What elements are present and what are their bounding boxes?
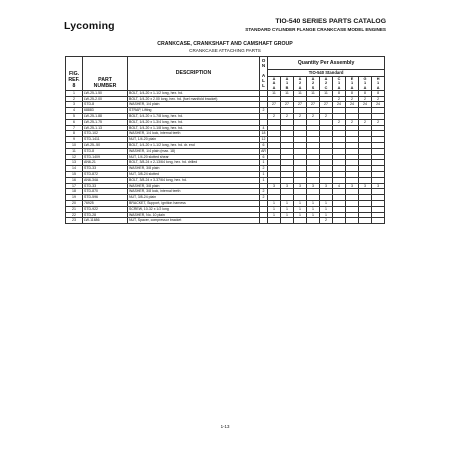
quantity-cell: 8 [346, 90, 359, 96]
fig-ref-cell: 13 [66, 160, 83, 166]
description-cell: BOLT, 3/8-24 x 3-37/64 long, hex. hd. [128, 177, 260, 183]
fig-ref-cell: 20 [66, 201, 83, 207]
fig-ref-cell: 8 [66, 131, 83, 137]
quantity-cell: 2 [372, 96, 385, 102]
quantity-cell: 8 [372, 90, 385, 96]
part-number-cell: 76925 [83, 201, 128, 207]
quantity-cell [346, 218, 359, 224]
part-number-cell: LW-25-.50 [83, 143, 128, 149]
quantity-cell: 11 [281, 90, 294, 96]
brand-logo-text: Lycoming [64, 20, 115, 32]
description-cell: STRAP, Lifting [128, 108, 260, 114]
part-number-cell: LW-25-1.50 [83, 90, 128, 96]
quantity-cell: 2 [359, 119, 372, 125]
fig-ref-cell: 5 [66, 114, 83, 120]
fig-ref-cell: 11 [66, 148, 83, 154]
quantity-cell: 1 [268, 201, 281, 207]
quantity-cell: 2 [372, 119, 385, 125]
quantity-cell: 3 [294, 183, 307, 189]
catalog-title: TIO-540 SERIES PARTS CATALOG [275, 18, 386, 25]
quantity-cell: 24 [346, 102, 359, 108]
quantity-cell: 1 [320, 212, 333, 218]
quantity-cell: 2 [307, 114, 320, 120]
part-number-header: PART NUMBER [83, 57, 128, 91]
quantity-cell: 3 [359, 183, 372, 189]
on-a-l-l-qty-cell: 1 [260, 177, 268, 183]
part-number-cell: STD-596 [83, 195, 128, 201]
description-cell: WASHER, 1/4 plain (max. 18) [128, 148, 260, 154]
quantity-cell [294, 218, 307, 224]
part-number-cell: STD-33 [83, 183, 128, 189]
quantity-cell [333, 218, 346, 224]
quantity-cell: 8 [359, 90, 372, 96]
on-a-l-l-qty-cell: 1 [260, 172, 268, 178]
description-cell: BOLT, 1/4-20 x 1-3/4 long, hex. hd. [128, 119, 260, 125]
quantity-cell [307, 218, 320, 224]
quantity-cell: 24 [359, 102, 372, 108]
part-number-cell: AN6-21 [83, 160, 128, 166]
quantity-cell [268, 218, 281, 224]
quantity-cell: 3 [320, 183, 333, 189]
quantity-cell [359, 218, 372, 224]
description-cell: WASHER, 1/4 lock, internal teeth [128, 131, 260, 137]
description-cell: BOLT, 1/4-20 x 2.00 long, hex. hd. (fuel manifold bracket) [128, 96, 260, 102]
on-a-l-l-qty-cell: 12 [260, 137, 268, 143]
quantity-cell: 27 [294, 102, 307, 108]
quantity-cell: 1 [281, 206, 294, 212]
quantity-cell: 1 [294, 206, 307, 212]
on-a-l-l-qty-cell [260, 218, 268, 224]
description-cell: NUT, Spacer, compressor bracket [128, 218, 260, 224]
fig-ref-cell: 12 [66, 154, 83, 160]
part-number-cell: STD-8 [83, 102, 128, 108]
fig-ref-cell: 3 [66, 102, 83, 108]
part-number-cell: STD-872 [83, 172, 128, 178]
part-number-cell: LW-11686 [83, 218, 128, 224]
part-number-cell: STD-33 [83, 166, 128, 172]
fig-ref-cell: 9 [66, 137, 83, 143]
quantity-cell: 2 [333, 119, 346, 125]
quantity-cell: 8 [333, 90, 346, 96]
description-cell: BOLT, 1/4-20 x 1-1/2 long, hex. hd. dr. end [128, 143, 260, 149]
quantity-cell: 2 [346, 96, 359, 102]
group-subtitle: CRANKCASE ATTACHING PARTS [189, 48, 261, 53]
description-cell: BOLT, 3/8-24 x 2-13/64 long, hex. hd. drilled [128, 160, 260, 166]
part-number-cell: STD-1409 [83, 154, 128, 160]
description-cell: NUT, 1/4-20 slotted shear [128, 154, 260, 160]
on-a-l-l-qty-cell: 2 [260, 195, 268, 201]
standard-model-header: TIO-540 Standard [268, 70, 385, 77]
on-a-l-l-qty-cell: 2 [260, 108, 268, 114]
description-cell: NUT, 1/4-20 plain [128, 137, 260, 143]
quantity-cell [372, 218, 385, 224]
part-number-cell: STD-922 [83, 206, 128, 212]
description-cell: BOLT, 1/4-20 x 1-1/8 long, hex. hd. [128, 125, 260, 131]
config-column-header: H 1 A [372, 77, 385, 91]
description-cell: WASHER, 1/4 plain [128, 102, 260, 108]
fig-ref-cell: 19 [66, 195, 83, 201]
quantity-cell: 1 [294, 212, 307, 218]
description-cell: WASHER, No. 10 plain [128, 212, 260, 218]
part-number-cell: STD-8 [83, 148, 128, 154]
fig-ref-cell: 10 [66, 143, 83, 149]
quantity-cell: 1 [307, 212, 320, 218]
description-cell: WASHER, 3/8 lock, internal teeth [128, 189, 260, 195]
quantity-cell: 2 [268, 114, 281, 120]
config-column-header: A 2 S [307, 77, 320, 91]
description-cell: NUT, 3/8-24 slotted [128, 172, 260, 178]
quantity-cell: 1 [320, 201, 333, 207]
fig-ref-header: FIG. REF. 8 [66, 57, 83, 91]
quantity-cell: 1 [268, 206, 281, 212]
on-a-l-l-qty-cell: 1 [260, 160, 268, 166]
quantity-cell: 11 [307, 90, 320, 96]
part-number-cell: STD-102 [83, 131, 128, 137]
quantity-cell: 1 [320, 206, 333, 212]
page-number: 1-13 [220, 424, 230, 429]
parts-table [65, 56, 385, 224]
quantity-cell: 4 [333, 183, 346, 189]
quantity-cell: 3 [372, 183, 385, 189]
fig-ref-cell: 21 [66, 206, 83, 212]
quantity-cell: 1 [294, 201, 307, 207]
quantity-cell: 2 [359, 96, 372, 102]
quantity-cell: 2 [333, 96, 346, 102]
catalog-subtitle: STANDARD CYLINDER FLANGE CRANKCASE MODEL ENGINES [245, 27, 386, 32]
part-number-cell: LW-25-1.13 [83, 125, 128, 131]
quantity-cell: 24 [372, 102, 385, 108]
quantity-cell: 1 [268, 212, 281, 218]
quantity-cell: 3 [346, 183, 359, 189]
quantity-cell: 1 [281, 201, 294, 207]
fig-ref-cell: 6 [66, 119, 83, 125]
quantity-cell: 1 [281, 212, 294, 218]
description-cell: BRACKET, Support, ignition harness [128, 201, 260, 207]
description-cell: BOLT, 1/4-20 x 1-7/8 long, hex. hd. [128, 114, 260, 120]
quantity-cell: 11 [320, 90, 333, 96]
quantity-cell: 11 [268, 90, 281, 96]
config-column-header: G 1 A [359, 77, 372, 91]
quantity-cell: 27 [281, 102, 294, 108]
fig-ref-cell: 22 [66, 212, 83, 218]
fig-ref-cell: 14 [66, 166, 83, 172]
on-a-l-l-header: O N A L L [260, 57, 268, 91]
config-column-header: A 2 C [320, 77, 333, 91]
quantity-cell: 2 [346, 119, 359, 125]
quantity-per-assembly-header: Quantity Per Assembly [268, 57, 385, 70]
fig-ref-cell: 15 [66, 172, 83, 178]
quantity-cell: 3 [307, 183, 320, 189]
part-number-cell: LW-25-1.88 [83, 114, 128, 120]
quantity-cell: 27 [307, 102, 320, 108]
config-column-header: A A A [268, 77, 281, 91]
description-cell: BOLT, 1/4-20 x 1-1/2 long, hex. hd. [128, 90, 260, 96]
on-a-l-l-qty-cell: 18 [260, 131, 268, 137]
on-a-l-l-qty-cell: 6 [260, 143, 268, 149]
fig-ref-cell: 2 [66, 96, 83, 102]
quantity-cell: 27 [320, 102, 333, 108]
description-cell: NUT, 3/8-24 plain [128, 195, 260, 201]
config-column-header: E 1 A [346, 77, 359, 91]
fig-ref-cell: 23 [66, 218, 83, 224]
quantity-cell: 2 [320, 218, 333, 224]
config-column-header: C 1 A [333, 77, 346, 91]
part-number-cell: AN6-34A [83, 177, 128, 183]
fig-ref-cell: 16 [66, 177, 83, 183]
fig-ref-cell: 4 [66, 108, 83, 114]
on-a-l-l-qty-cell: 6 [260, 154, 268, 160]
quantity-cell: 3 [281, 183, 294, 189]
part-number-cell: 68883 [83, 108, 128, 114]
description-cell: SCREW, 10-32 x 1/2 long [128, 206, 260, 212]
fig-ref-cell: 17 [66, 183, 83, 189]
quantity-cell: 2 [294, 114, 307, 120]
quantity-cell [281, 218, 294, 224]
part-number-cell: LW-25-2.00 [83, 96, 128, 102]
group-title: CRANKCASE, CRANKSHAFT AND CAMSHAFT GROUP [157, 41, 293, 47]
on-a-l-l-qty-cell: 4 [260, 125, 268, 131]
quantity-cell: 1 [307, 201, 320, 207]
table-row [66, 218, 385, 224]
on-a-l-l-qty-cell: 2 [260, 166, 268, 172]
description-header: DESCRIPTION [128, 57, 260, 91]
part-number-cell: STD-1411 [83, 137, 128, 143]
quantity-cell: 24 [333, 102, 346, 108]
description-cell: WASHER, 3/8 plain [128, 183, 260, 189]
quantity-cell: 2 [320, 114, 333, 120]
part-number-cell: LW-25-1.75 [83, 119, 128, 125]
fig-ref-cell: 7 [66, 125, 83, 131]
quantity-cell: 1 [307, 206, 320, 212]
part-number-cell: STD-28 [83, 212, 128, 218]
description-cell: WASHER, 3/8 plain [128, 166, 260, 172]
on-a-l-l-qty-cell: 2 [260, 189, 268, 195]
quantity-cell: 3 [268, 183, 281, 189]
quantity-cell: 2 [281, 114, 294, 120]
on-a-l-l-qty-cell: AR [261, 148, 266, 153]
parts-table-body [66, 90, 385, 223]
config-column-header: A 2 A [294, 77, 307, 91]
quantity-cell: 27 [268, 102, 281, 108]
quantity-cell: 11 [294, 90, 307, 96]
fig-ref-cell: 18 [66, 189, 83, 195]
fig-ref-cell: 1 [66, 90, 83, 96]
config-column-header: A 1 B [281, 77, 294, 91]
part-number-cell: STD-870 [83, 189, 128, 195]
parts-table-header [66, 57, 385, 91]
